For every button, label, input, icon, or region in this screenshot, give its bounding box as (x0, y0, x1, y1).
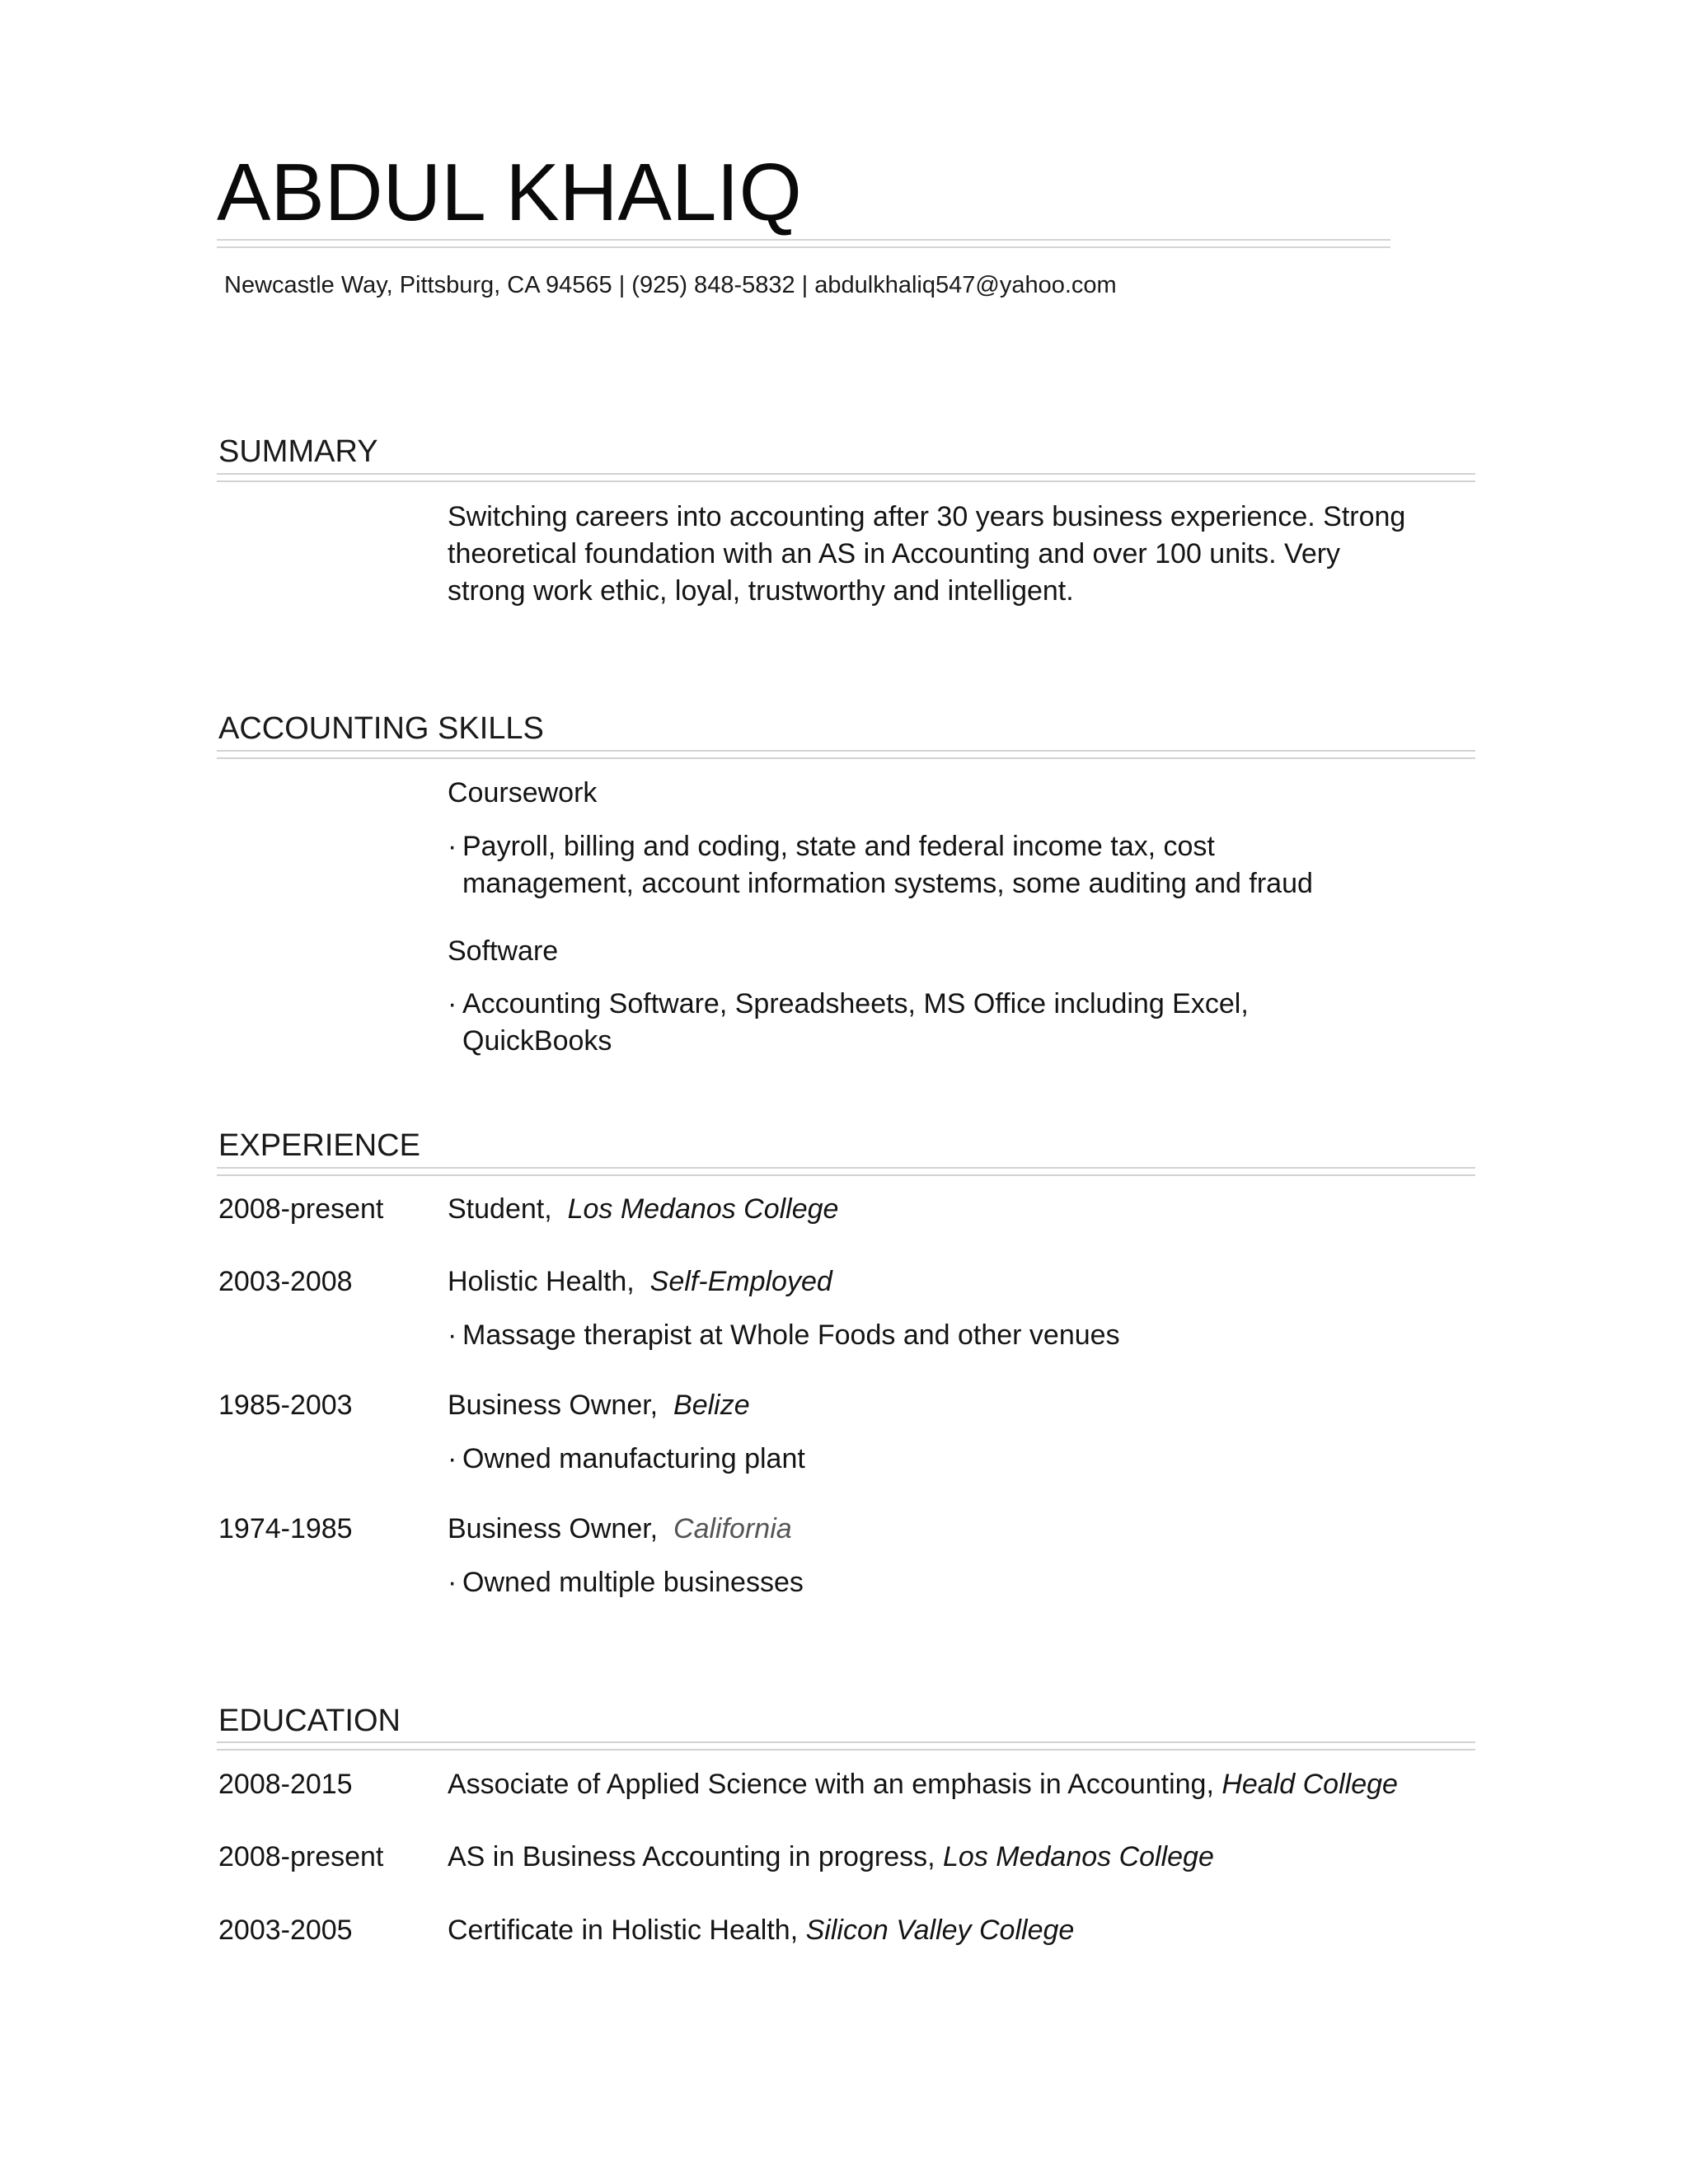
experience-org: Self-Employed (649, 1266, 832, 1297)
skill-bullet-text: Accounting Software, Spreadsheets, MS Office including Excel, QuickBooks (462, 988, 1249, 1057)
applicant-name: ABDUL KHALIQ (217, 147, 802, 237)
experience-role: Holistic Health, (448, 1266, 635, 1297)
education-entry (448, 1839, 1214, 1876)
summary-divider-bottom (217, 480, 1475, 482)
experience-entry (448, 1511, 792, 1548)
experience-bullet (448, 1317, 1404, 1354)
experience-org: California (673, 1513, 792, 1544)
contact-line: Newcastle Way, Pittsburg, CA 94565 | (925) 848-5832 | abdulkhaliq547@yahoo.com (224, 272, 1117, 298)
experience-org: Belize (673, 1390, 750, 1421)
education-divider-bottom (217, 1749, 1475, 1750)
experience-bullet-text: Owned manufacturing plant (462, 1443, 805, 1474)
experience-dates: 2003-2008 (218, 1266, 353, 1297)
summary-text: Switching careers into accounting after 30 years business experience. Strong theoretical foundation with an AS in Accounting and over 100 units. Very strong work ethic, loyal, trustworthy and intelligent. (448, 501, 1406, 607)
skill-bullet-text: Payroll, billing and coding, state and federal income tax, cost management, account information systems, some auditing and fraud (462, 831, 1313, 899)
education-degree: AS in Business Accounting in progress, (448, 1841, 935, 1872)
education-degree: Associate of Applied Science with an emphasis in Accounting, (448, 1769, 1214, 1800)
education-degree: Certificate in Holistic Health, (448, 1915, 799, 1946)
name-divider-bottom (217, 246, 1390, 248)
education-school: Los Medanos College (943, 1841, 1214, 1872)
experience-dates: 1985-2003 (218, 1390, 353, 1421)
bullet-dot: · (448, 988, 457, 1019)
experience-role: Business Owner, (448, 1390, 659, 1421)
section-title-summary: SUMMARY (218, 434, 378, 469)
bullet-dot: · (448, 1567, 457, 1598)
experience-entry (448, 1263, 832, 1301)
skill-bullet-coursework (448, 828, 1404, 902)
experience-dates: 2008-present (218, 1193, 384, 1225)
experience-bullet (448, 1564, 1404, 1601)
experience-role: Student, (448, 1193, 552, 1225)
experience-divider-top (217, 1167, 1475, 1169)
education-divider-top (217, 1741, 1475, 1743)
education-school: Heald College (1221, 1769, 1398, 1800)
skills-divider-bottom (217, 757, 1475, 759)
bullet-dot: · (448, 831, 457, 862)
education-dates: 2003-2005 (218, 1915, 353, 1946)
experience-bullet-text: Massage therapist at Whole Foods and other venues (462, 1319, 1120, 1351)
experience-divider-bottom (217, 1174, 1475, 1176)
section-title-experience: EXPERIENCE (218, 1128, 420, 1163)
skills-divider-top (217, 750, 1475, 752)
experience-bullet-text: Owned multiple businesses (462, 1567, 804, 1598)
bullet-dot: · (448, 1319, 457, 1351)
summary-divider-top (217, 473, 1475, 475)
education-dates: 2008-2015 (218, 1769, 353, 1800)
experience-bullet (448, 1441, 1404, 1478)
skill-bullet-software (448, 986, 1404, 1060)
experience-entry (448, 1191, 838, 1228)
bullet-dot: · (448, 1443, 457, 1474)
education-school: Silicon Valley College (805, 1915, 1075, 1946)
education-dates: 2008-present (218, 1841, 384, 1872)
skill-heading-coursework: Coursework (448, 777, 598, 808)
skill-heading-software: Software (448, 935, 559, 967)
section-title-education: EDUCATION (218, 1704, 401, 1738)
experience-role: Business Owner, (448, 1513, 659, 1544)
experience-org: Los Medanos College (567, 1193, 839, 1225)
experience-entry (448, 1387, 750, 1424)
education-entry (448, 1766, 1398, 1803)
experience-dates: 1974-1985 (218, 1513, 353, 1544)
section-title-skills: ACCOUNTING SKILLS (218, 711, 544, 746)
name-divider-top (217, 239, 1390, 241)
education-entry (448, 1912, 1074, 1949)
